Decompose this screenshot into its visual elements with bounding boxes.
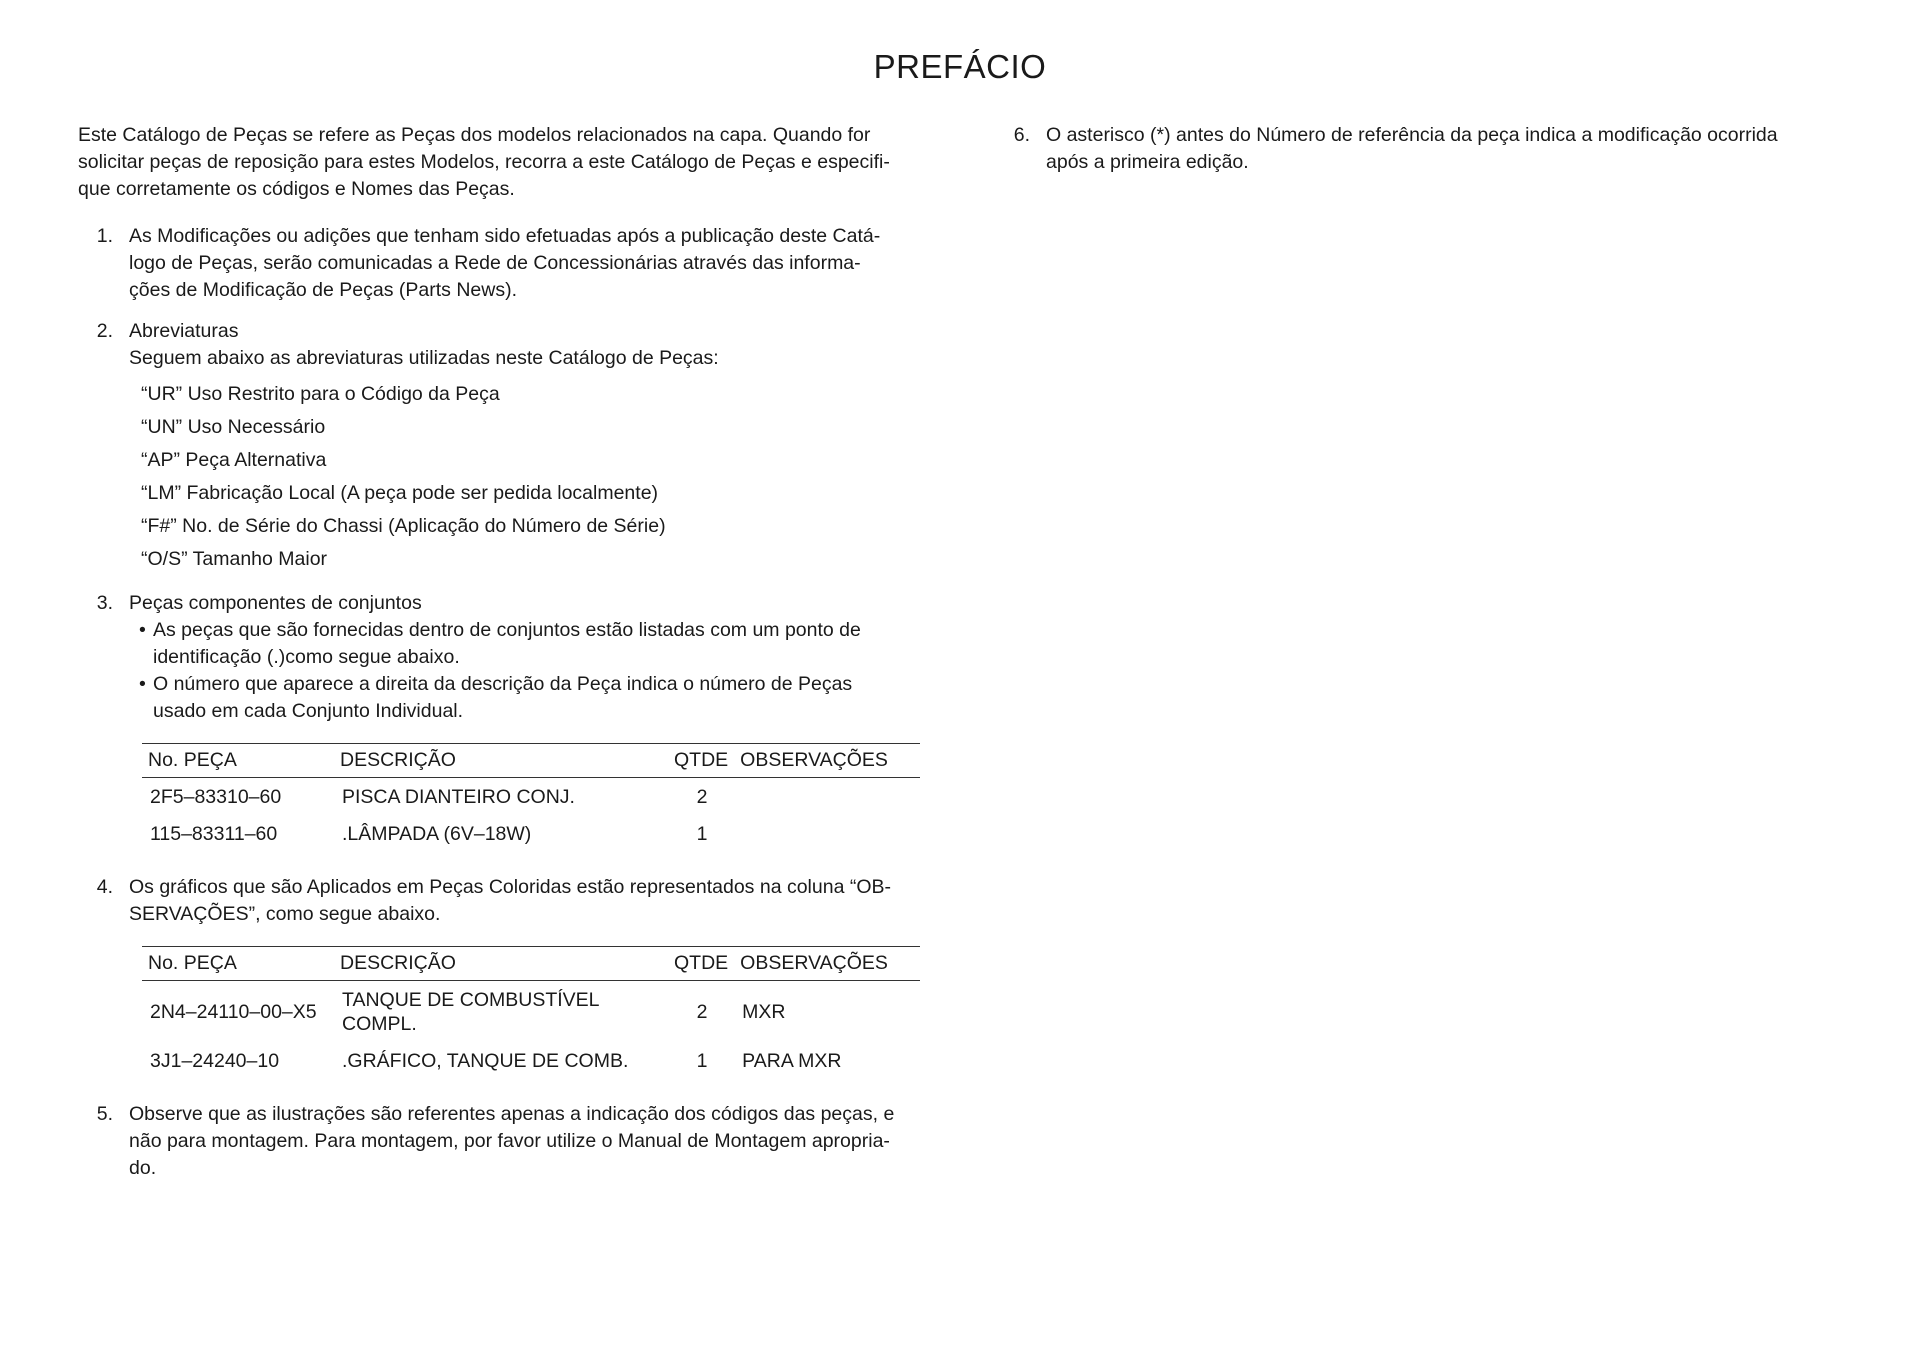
list-item-5 [78,1101,948,1182]
list-item-6 [995,122,1825,176]
right-column [995,122,1825,190]
parts-table-graphics [142,946,920,1079]
column-header: No. PEÇA [142,947,334,981]
item-line: As Modificações ou adições que tenham sido efetuadas após a publicação deste Catá- [129,225,881,247]
table-cell: .LÂMPADA (6V–18W) [342,823,532,845]
bullet-point [129,671,948,725]
table-cell: 115–83311–60 [150,823,278,845]
abbreviation-list [141,378,948,576]
intro-line: Este Catálogo de Peças se refere as Peças dos modelos relacionados na capa. Quando for [78,124,871,146]
parts-table-components [142,743,920,852]
bullet-line: identificação (.)como segue abaixo. [153,646,460,668]
table-cell: PISCA DIANTEIRO CONJ. [342,786,575,808]
item-line: não para montagem. Para montagem, por favor utilize o Manual de Montagem apropria- [129,1130,890,1152]
item-line: SERVAÇÕES”, como segue abaixo. [129,903,441,925]
bullet-point [129,617,948,671]
table-cell [734,778,920,816]
column-header: DESCRIÇÃO [334,744,668,778]
table-cell: 2 [696,1001,708,1023]
table-cell: 2N4–24110–00–X5 [150,1001,317,1023]
bullet-icon: • [139,673,146,695]
item-number: 4. [96,876,113,898]
item-line: Os gráficos que são Aplicados em Peças Coloridas estão representados na coluna “OB- [129,876,891,898]
column-header: DESCRIÇÃO [334,947,668,981]
intro-line: que corretamente os códigos e Nomes das Peças. [78,178,515,200]
table-cell: 1 [696,1050,708,1072]
abbreviation-item: “O/S” Tamanho Maior [141,548,328,570]
item-number: 5. [96,1103,113,1125]
item-subheading: Seguem abaixo as abreviaturas utilizadas neste Catálogo de Peças: [129,347,719,369]
bullet-line: O número que aparece a direita da descrição da Peça indica o número de Peças [153,673,853,695]
item-number: 1. [96,225,113,247]
column-header: No. PEÇA [142,744,334,778]
table-cell [734,815,920,852]
table-row [142,981,920,1043]
table-cell: TANQUE DE COMBUSTÍVEL COMPL. [342,989,599,1035]
table-cell: MXR [742,1001,786,1023]
item-line: ções de Modificação de Peças (Parts News). [129,279,518,301]
table-row [142,778,920,816]
table-cell: .GRÁFICO, TANQUE DE COMB. [342,1050,629,1072]
table-header-row [142,947,920,981]
item-number: 3. [96,592,113,614]
table-cell: 2 [696,786,708,808]
abbreviation-item: “UR” Uso Restrito para o Código da Peça [141,383,500,405]
column-header: QTDE [668,744,734,778]
item-line: Observe que as ilustrações são referentes apenas a indicação dos códigos das peças, e [129,1103,895,1125]
table-cell: 2F5–83310–60 [150,786,282,808]
table-header-row [142,744,920,778]
abbreviation-item: “UN” Uso Necessário [141,416,326,438]
bullet-icon: • [139,619,146,641]
table-row [142,815,920,852]
item-number: 2. [96,320,113,342]
list-item-1 [78,223,948,304]
table-cell: 1 [696,823,708,845]
list-item-4 [78,874,948,928]
list-item-2 [78,318,948,576]
page-title: PREFÁCIO [873,48,1047,85]
item-line: após a primeira edição. [1046,151,1249,173]
column-header: QTDE [668,947,734,981]
item-line: O asterisco (*) antes do Número de referência da peça indica a modificação ocorrida [1046,124,1778,146]
item-line: do. [129,1157,157,1179]
item-number: 6. [1013,124,1030,146]
column-header: OBSERVAÇÕES [734,744,920,778]
intro-line: solicitar peças de reposição para estes Modelos, recorra a este Catálogo de Peças e especifi- [78,151,890,173]
left-column [78,122,948,1196]
table-cell: 3J1–24240–10 [150,1050,280,1072]
bullet-line: usado em cada Conjunto Individual. [153,700,464,722]
item-heading: Peças componentes de conjuntos [129,592,422,614]
abbreviation-item: “AP” Peça Alternativa [141,449,327,471]
list-item-3 [78,590,948,725]
abbreviation-item: “LM” Fabricação Local (A peça pode ser pedida localmente) [141,482,659,504]
column-header: OBSERVAÇÕES [734,947,920,981]
intro-paragraph [78,122,948,203]
abbreviation-item: “F#” No. de Série do Chassi (Aplicação do Número de Série) [141,515,666,537]
table-row [142,1042,920,1079]
table-cell: PARA MXR [742,1050,842,1072]
item-line: logo de Peças, serão comunicadas a Rede de Concessionárias através das informa- [129,252,861,274]
item-heading: Abreviaturas [129,320,239,342]
bullet-line: As peças que são fornecidas dentro de conjuntos estão listadas com um ponto de [153,619,861,641]
